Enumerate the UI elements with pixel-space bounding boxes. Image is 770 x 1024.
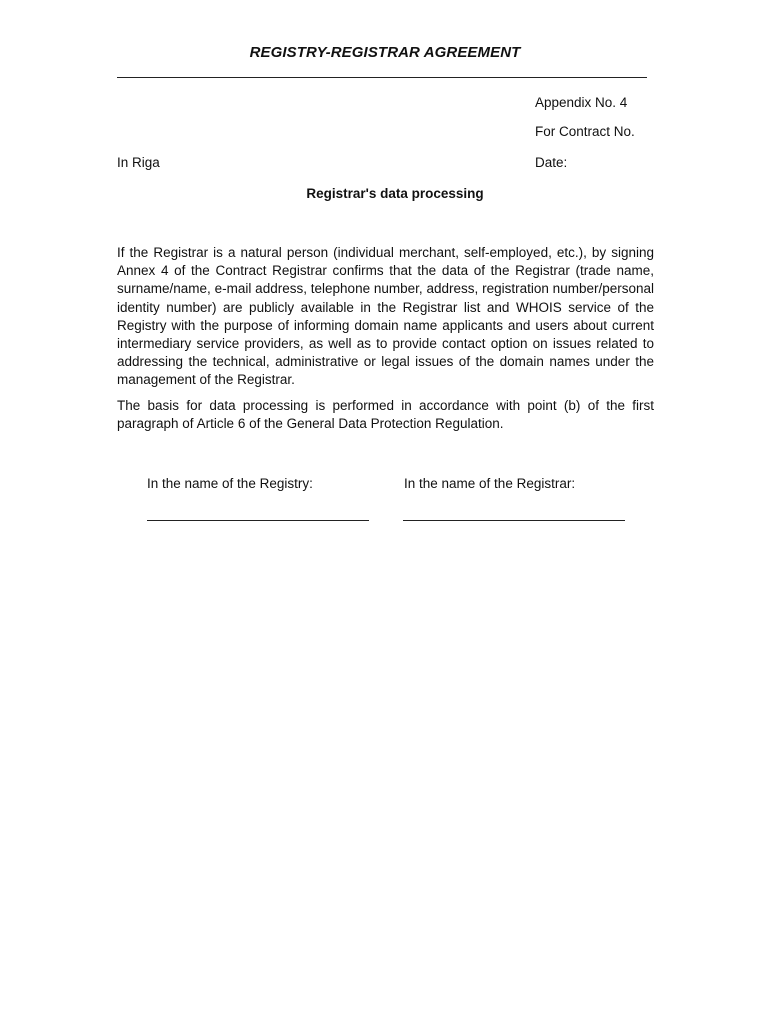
document-title: REGISTRY-REGISTRAR AGREEMENT <box>249 44 521 61</box>
contract-number-label: For Contract No. <box>535 124 635 139</box>
header-divider <box>117 77 647 78</box>
paragraph-legal-basis: The basis for data processing is performed in accordance with point (b) of the first paragraph of Article 6 of the General Data Protection Regulation. <box>117 398 654 432</box>
date-label: Date: <box>535 155 568 170</box>
registrar-signature-label: In the name of the Registrar: <box>404 476 576 491</box>
place-label: In Riga <box>117 155 160 170</box>
registry-signature-label: In the name of the Registry: <box>147 476 313 491</box>
appendix-number: Appendix No. 4 <box>535 95 628 110</box>
section-heading: Registrar's data processing <box>306 186 484 201</box>
registrar-signature-line <box>403 520 625 521</box>
registry-signature-line <box>147 520 369 521</box>
paragraph-data-publicity: If the Registrar is a natural person (individual merchant, self-employed, etc.), by signing Annex 4 of the Contract Registrar confirms that the data of the Registrar (trade name, surname/name, e-mail address, telephone number, address, registration number/personal identity number) are publicly available in the Registrar list and WHOIS service of the Registry with the purpose of informing domain name applicants and users about current intermediary service providers, as well as to provide contact option on issues related to addressing the technical, administrative or legal issues of the domain names under the management of the Registrar. <box>117 245 654 388</box>
